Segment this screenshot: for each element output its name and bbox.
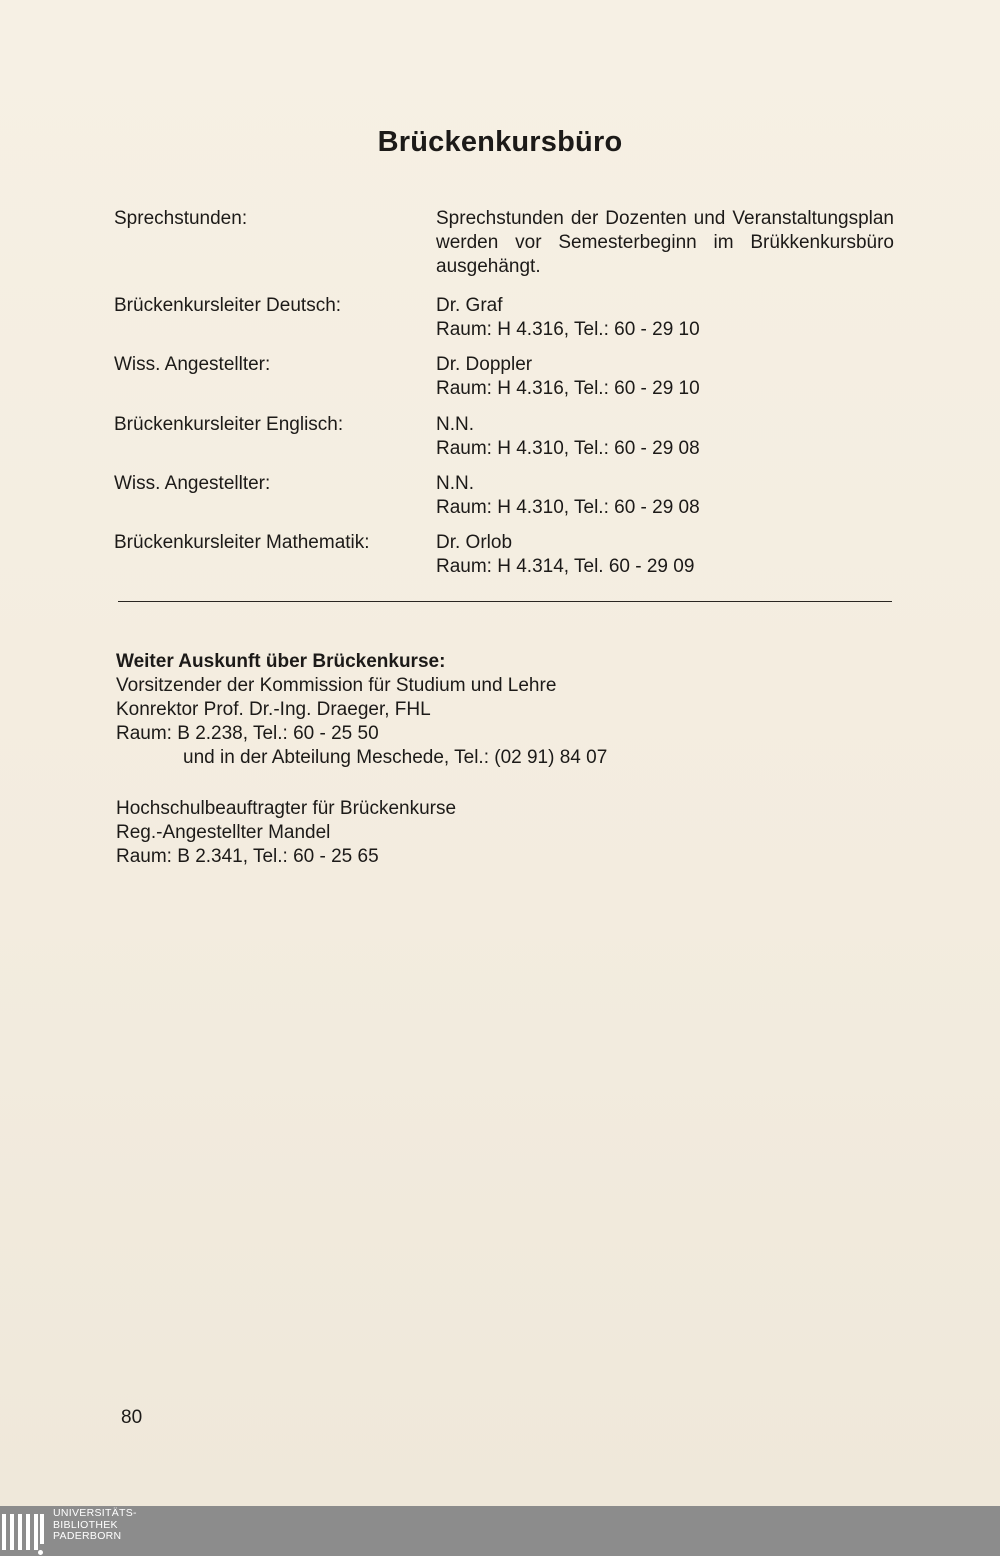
room-phone: Raum: H 4.316, Tel.: 60 - 29 10 — [436, 319, 700, 340]
library-name-line: BIBLIOTHEK — [53, 1518, 118, 1531]
info-line: Vorsitzender der Kommission für Studium und Lehre — [116, 675, 557, 696]
row-value — [436, 353, 894, 401]
contact-block — [116, 797, 456, 869]
person-name: Dr. Graf — [436, 295, 503, 316]
row-label: Sprechstunden: — [114, 208, 248, 229]
page-title: Brückenkursbüro — [377, 126, 623, 158]
logo-dot-icon — [38, 1550, 43, 1555]
row-value — [436, 294, 894, 342]
contact-line: Raum: B 2.341, Tel.: 60 - 25 65 — [116, 846, 379, 867]
room-phone: Raum: H 4.310, Tel.: 60 - 29 08 — [436, 438, 700, 459]
person-name: Dr. Orlob — [436, 532, 513, 553]
info-heading: Weiter Auskunft über Brückenkurse: — [116, 651, 446, 672]
person-name: N.N. — [436, 414, 474, 435]
contact-line: Reg.-Angestellter Mandel — [116, 822, 331, 843]
info-line: Raum: B 2.238, Tel.: 60 - 25 50 — [116, 723, 379, 744]
row-value — [436, 413, 894, 461]
library-name-line: UNIVERSITÄTS- — [53, 1507, 137, 1519]
section-divider — [118, 601, 892, 602]
library-logo — [0, 1506, 150, 1556]
page-number: 80 — [121, 1407, 143, 1428]
info-line: Konrektor Prof. Dr.-Ing. Draeger, FHL — [116, 699, 431, 720]
row-value — [436, 207, 894, 279]
library-footer-bar — [0, 1506, 1000, 1556]
person-name: Dr. Doppler — [436, 354, 533, 375]
library-name — [53, 1508, 137, 1543]
row-label: Brückenkursleiter Mathematik: — [114, 532, 370, 553]
row-value — [436, 472, 894, 520]
person-name: N.N. — [436, 473, 474, 494]
room-phone: Raum: H 4.310, Tel.: 60 - 29 08 — [436, 497, 700, 518]
info-line: und in der Abteilung Meschede, Tel.: (02 91) 84 07 — [183, 747, 608, 768]
row-label: Brückenkursleiter Deutsch: — [114, 295, 342, 316]
room-phone: Raum: H 4.316, Tel.: 60 - 29 10 — [436, 378, 700, 399]
contact-line: Hochschulbeauftragter für Brückenkurse — [116, 798, 457, 819]
office-hours-text: Sprechstunden der Dozenten und Veranstaltungsplan werden vor Semesterbeginn im Brükkenkursbüro ausgehängt. — [436, 208, 894, 277]
row-label: Brückenkursleiter Englisch: — [114, 414, 344, 435]
room-phone: Raum: H 4.314, Tel. 60 - 29 09 — [436, 556, 695, 577]
row-label: Wiss. Angestellter: — [114, 473, 271, 494]
row-label: Wiss. Angestellter: — [114, 354, 271, 375]
barcode-icon — [2, 1514, 46, 1550]
info-block — [116, 650, 607, 770]
row-value — [436, 531, 894, 579]
library-name-line: PADERBORN — [53, 1530, 122, 1542]
